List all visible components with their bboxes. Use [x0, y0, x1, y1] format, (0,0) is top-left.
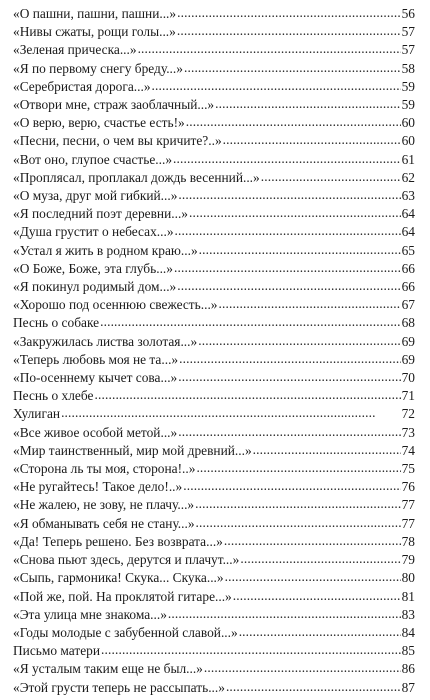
dot-leader	[138, 42, 401, 55]
toc-entry	[13, 477, 415, 495]
toc-entry-title: «О муза, друг мой гибкий...»	[13, 188, 178, 204]
toc-entry-page-number: 75	[401, 461, 415, 477]
toc-entry	[13, 313, 415, 331]
dot-leader	[199, 243, 401, 256]
toc-entry-title: «Зеленая прическа...»	[13, 42, 137, 58]
toc-entry	[13, 168, 415, 186]
toc-entry-page-number: 84	[401, 624, 415, 640]
toc-entry	[13, 659, 415, 677]
toc-entry-title: «Сторона ль ты моя, сторона!..»	[13, 461, 196, 477]
toc-entry-page-number: 77	[401, 497, 415, 513]
toc-entry	[13, 259, 415, 277]
toc-entry	[13, 441, 415, 459]
toc-entry-page-number: 56	[401, 6, 415, 21]
toc-entry	[13, 678, 415, 696]
dot-leader	[198, 334, 400, 347]
toc-entry-title: «Я обманывать себя не стану...»	[13, 515, 195, 531]
toc-entry-title: «Душа грустит о небесах...»	[13, 224, 174, 240]
toc-entry-title: «Годы молодые с забубенной славой...»	[13, 624, 238, 640]
toc-entry-page-number: 60	[401, 133, 415, 149]
toc-entry-title: Песнь о собаке	[13, 315, 100, 331]
dot-leader	[240, 552, 400, 565]
toc-entry-page-number: 66	[401, 279, 415, 295]
toc-entry-title: «Я по первому снегу бреду...»	[13, 60, 183, 76]
toc-entry	[13, 241, 415, 259]
dot-leader	[178, 425, 400, 438]
dot-leader	[189, 206, 401, 219]
toc-entry-page-number: 77	[401, 515, 415, 531]
dot-leader	[178, 370, 400, 383]
toc-entry-page-number: 79	[401, 552, 415, 568]
toc-entry-title: «О пашни, пашни, пашни...»	[13, 6, 177, 21]
dot-leader	[183, 479, 400, 492]
toc-entry-title: «Я покинул родимый дом...»	[13, 279, 177, 295]
toc-entry-title: «Проплясал, проплакал дождь весенний...»	[13, 169, 260, 185]
dot-leader	[195, 497, 400, 510]
toc-entry-page-number: 72	[401, 406, 415, 422]
toc-entry-title: «Закружилась листва золотая...»	[13, 333, 198, 349]
toc-entry	[13, 423, 415, 441]
toc-entry	[13, 386, 415, 404]
dot-leader	[226, 680, 401, 693]
toc-entry-page-number: 61	[401, 151, 415, 167]
dot-leader	[261, 170, 401, 183]
toc-entry-title: Письмо матери	[13, 643, 101, 659]
toc-entry-page-number: 87	[401, 679, 415, 695]
toc-entry-page-number: 69	[401, 333, 415, 349]
dot-leader	[179, 352, 400, 365]
toc-entry-page-number: 80	[401, 570, 415, 586]
toc-entry-page-number: 59	[401, 78, 415, 94]
toc-entry-title: «Не жалею, не зову, не плачу...»	[13, 497, 195, 513]
toc-entry	[13, 295, 415, 313]
toc-entry-page-number: 57	[401, 42, 415, 58]
toc-entry	[13, 4, 415, 22]
toc-entry	[13, 77, 415, 95]
dot-leader	[168, 607, 401, 620]
dot-leader	[204, 661, 401, 674]
dot-leader	[178, 188, 400, 201]
toc-entry	[13, 532, 415, 550]
toc-entry-page-number: 83	[401, 606, 415, 622]
toc-entry	[13, 22, 415, 40]
toc-entry-title: «Не ругайтесь! Такое дело!..»	[13, 479, 183, 495]
toc-entry-title: «Все живое особой метой...»	[13, 424, 178, 440]
toc-entry-page-number: 58	[401, 60, 415, 76]
dot-leader	[186, 115, 401, 128]
toc-entry-title: «Отвори мне, страж заоблачный...»	[13, 97, 215, 113]
toc-entry	[13, 550, 415, 568]
toc-entry	[13, 495, 415, 513]
dot-leader	[175, 224, 401, 237]
toc-entry	[13, 59, 415, 77]
toc-entry-page-number: 86	[401, 661, 415, 677]
toc-entry-title: «Сыпь, гармоника! Скука... Скука...»	[13, 570, 224, 586]
dot-leader	[219, 297, 401, 310]
toc-entry-title: «Да! Теперь решено. Без возврата...»	[13, 533, 223, 549]
toc-entry-title: «Пой же, пой. На проклятой гитаре...»	[13, 588, 232, 604]
toc-entry-page-number: 73	[401, 424, 415, 440]
toc-entry	[13, 332, 415, 350]
toc-entry	[13, 350, 415, 368]
toc-entry	[13, 186, 415, 204]
dot-leader	[177, 6, 401, 19]
toc-entry-title: «Песни, песни, о чем вы кричите?..»	[13, 133, 222, 149]
toc-entry	[13, 623, 415, 641]
dot-leader	[225, 570, 401, 583]
toc-entry-title: Песнь о хлебе	[13, 388, 94, 404]
toc-entry-title: «Теперь любовь моя не та...»	[13, 351, 179, 367]
toc-entry	[13, 113, 415, 131]
toc-entry-page-number: 63	[401, 188, 415, 204]
toc-entry-page-number: 64	[401, 224, 415, 240]
dot-leader	[173, 152, 401, 165]
toc-entry-page-number: 66	[401, 260, 415, 276]
toc-entry-page-number: 69	[401, 351, 415, 367]
toc-entry-page-number: 81	[401, 588, 415, 604]
toc-entry-title: «Хорошо под осеннюю свежесть...»	[13, 297, 218, 313]
toc-entry-page-number: 65	[401, 242, 415, 258]
dot-leader	[152, 79, 401, 92]
toc-entry-page-number: 62	[401, 169, 415, 185]
toc-entry-page-number: 67	[401, 297, 415, 313]
dot-leader	[233, 589, 401, 602]
toc-entry-title: «Нивы сжаты, рощи голы...»	[13, 24, 176, 40]
toc-entry-title: «Этой грусти теперь не рассыпать...»	[13, 679, 225, 695]
dot-leader	[223, 133, 401, 146]
dot-leader	[61, 406, 401, 419]
toc-entry-title: Хулиган	[13, 406, 61, 422]
toc-entry	[13, 131, 415, 149]
toc-entry-title: «Я последний поэт деревни...»	[13, 206, 188, 222]
dot-leader	[224, 534, 401, 547]
toc-entry	[13, 568, 415, 586]
toc-entry	[13, 95, 415, 113]
dot-leader	[196, 461, 400, 474]
toc-entry	[13, 514, 415, 532]
toc-entry-page-number: 64	[401, 206, 415, 222]
toc-entry	[13, 150, 415, 168]
toc-entry	[13, 587, 415, 605]
toc-entry-title: «Снова пьют здесь, дерутся и плачут...»	[13, 552, 240, 568]
dot-leader	[100, 315, 401, 328]
toc-entry	[13, 459, 415, 477]
toc-entry-page-number: 68	[401, 315, 415, 331]
toc-entry-title: «Устал я жить в родном краю...»	[13, 242, 198, 258]
toc-entry-title: «Вот оно, глупое счастье...»	[13, 151, 173, 167]
toc-entry	[13, 277, 415, 295]
toc-entry-page-number: 85	[401, 643, 415, 659]
toc-entry-page-number: 60	[401, 115, 415, 131]
dot-leader	[184, 61, 401, 74]
dot-leader	[177, 24, 401, 37]
toc-entry	[13, 368, 415, 386]
toc-entry-page-number: 71	[401, 388, 415, 404]
toc-entry	[13, 641, 415, 659]
toc-entry	[13, 605, 415, 623]
dot-leader	[177, 279, 400, 292]
toc-entry	[13, 404, 415, 422]
toc-entry-title: «Я усталым таким еще не был...»	[13, 661, 203, 677]
dot-leader	[215, 97, 400, 110]
toc-entry-title: «Мир таинственный, мир мой древний...»	[13, 442, 252, 458]
dot-leader	[253, 443, 401, 456]
toc-entry	[13, 204, 415, 222]
toc-entry-page-number: 74	[401, 442, 415, 458]
toc-entry-page-number: 57	[401, 24, 415, 40]
toc-entry-title: «О Боже, Боже, эта глубь...»	[13, 260, 173, 276]
dot-leader	[94, 388, 400, 401]
dot-leader	[239, 625, 401, 638]
toc-entry-title: «Эта улица мне знакома...»	[13, 606, 167, 622]
dot-leader	[101, 643, 401, 656]
toc-entry-title: «О верю, верю, счастье есть!»	[13, 115, 185, 131]
dot-leader	[174, 261, 401, 274]
toc-entry-title: «Серебристая дорога...»	[13, 78, 151, 94]
toc-entry	[13, 40, 415, 58]
toc-entry-page-number: 78	[401, 533, 415, 549]
toc-entry	[13, 222, 415, 240]
toc-entry-page-number: 59	[401, 97, 415, 113]
table-of-contents	[13, 4, 415, 696]
dot-leader	[196, 516, 401, 529]
toc-entry-page-number: 76	[401, 479, 415, 495]
toc-entry-title: «По-осеннему кычет сова...»	[13, 370, 178, 386]
toc-entry-page-number: 70	[401, 370, 415, 386]
